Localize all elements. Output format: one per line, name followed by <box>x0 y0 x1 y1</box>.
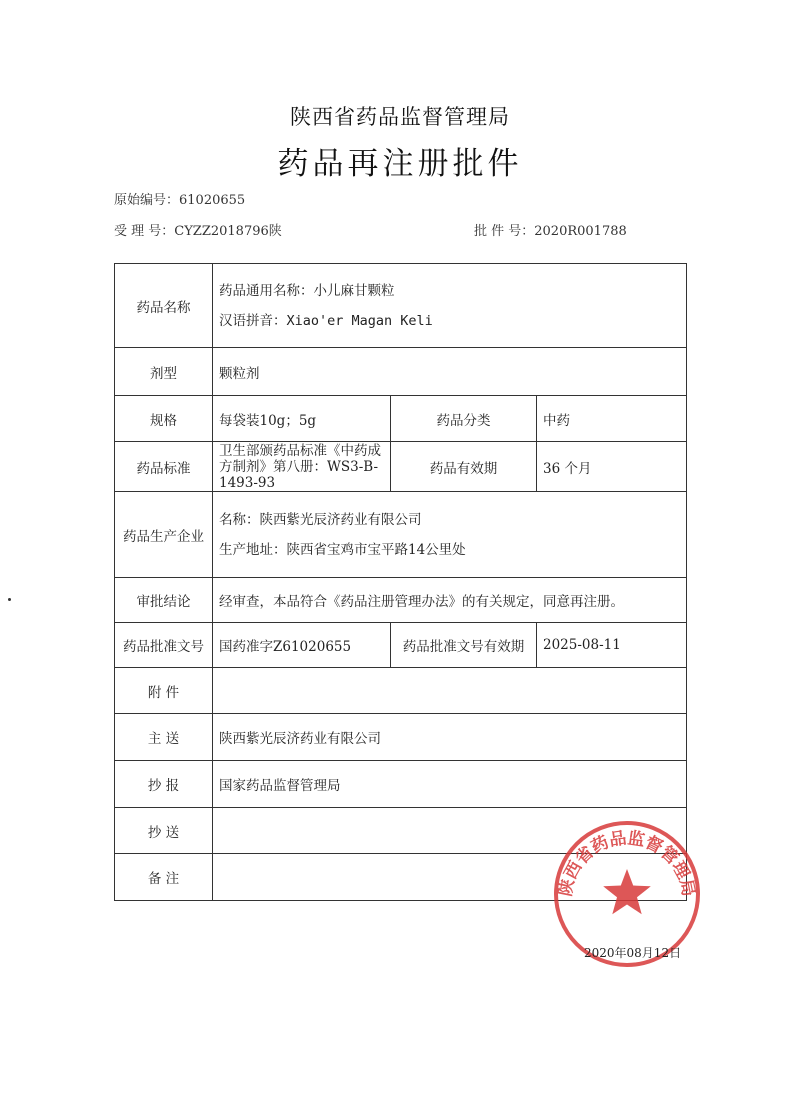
drug-name-label: 药品名称 <box>115 264 213 348</box>
approval-validity-value: 2025-08-11 <box>537 623 687 668</box>
pinyin-value: Xiao'er Magan Keli <box>286 312 433 329</box>
manufacturer-address-label: 生产地址： <box>219 541 287 558</box>
category-value: 中药 <box>537 396 687 442</box>
generic-name-label: 药品通用名称： <box>219 282 314 299</box>
seal-date: 2020年08月12日 <box>584 946 682 960</box>
generic-name-value: 小儿麻甘颗粒 <box>313 282 395 299</box>
manufacturer-name-value: 陕西紫光辰济药业有限公司 <box>259 511 422 528</box>
main-recipient-value: 陕西紫光辰济药业有限公司 <box>213 714 687 761</box>
table-row <box>115 623 687 668</box>
approval-doc-number-label: 批 件 号： <box>474 224 535 239</box>
scan-mark <box>8 598 11 601</box>
manufacturer-name-line <box>219 505 680 535</box>
manufacturer-label: 药品生产企业 <box>115 492 213 578</box>
dosage-form-label: 剂型 <box>115 348 213 396</box>
report-to-value: 国家药品监督管理局 <box>213 761 687 808</box>
table-row <box>115 348 687 396</box>
table-row <box>115 854 687 901</box>
remarks-label: 备 注 <box>115 854 213 901</box>
validity-value: 36 个月 <box>537 442 687 492</box>
category-label: 药品分类 <box>391 396 537 442</box>
generic-name-line <box>219 276 680 306</box>
original-number-value: 61020655 <box>179 193 246 208</box>
table-row <box>115 578 687 623</box>
approval-number-value: 国药准字Z61020655 <box>213 623 391 668</box>
registration-form-table <box>114 263 687 901</box>
cc-value <box>213 808 687 854</box>
acceptance-number <box>114 220 282 239</box>
pinyin-label: 汉语拼音： <box>219 312 287 329</box>
page-title: 陕西省药品监督管理局 <box>290 105 510 129</box>
table-row <box>115 808 687 854</box>
table-row <box>115 442 687 492</box>
approval-number-label: 药品批准文号 <box>115 623 213 668</box>
report-to-label: 抄 报 <box>115 761 213 808</box>
standard-label: 药品标准 <box>115 442 213 492</box>
drug-name-cell <box>213 264 687 348</box>
manufacturer-name-label: 名称： <box>219 511 260 528</box>
remarks-value <box>213 854 687 901</box>
table-row <box>115 714 687 761</box>
dosage-form-value: 颗粒剂 <box>213 348 687 396</box>
approval-doc-number <box>474 220 627 239</box>
table-row <box>115 492 687 578</box>
table-row <box>115 264 687 348</box>
table-row <box>115 396 687 442</box>
manufacturer-address-line <box>219 535 680 565</box>
original-number-label: 原始编号： <box>114 193 180 208</box>
manufacturer-address-value: 陕西省宝鸡市宝平路14公里处 <box>286 541 466 558</box>
manufacturer-cell <box>213 492 687 578</box>
approval-doc-number-value: 2020R001788 <box>534 224 627 239</box>
conclusion-label: 审批结论 <box>115 578 213 623</box>
seal-text: 陕西省药品监督管理局 <box>555 828 699 899</box>
specification-label: 规格 <box>115 396 213 442</box>
conclusion-value: 经审查，本品符合《药品注册管理办法》的有关规定，同意再注册。 <box>213 578 687 623</box>
attachment-label: 附 件 <box>115 668 213 714</box>
main-recipient-label: 主 送 <box>115 714 213 761</box>
validity-label: 药品有效期 <box>391 442 537 492</box>
acceptance-number-label: 受 理 号： <box>114 224 175 239</box>
table-row <box>115 668 687 714</box>
attachment-value <box>213 668 687 714</box>
standard-value: 卫生部颁药品标准《中药成方制剂》第八册：WS3-B-1493-93 <box>213 442 391 492</box>
table-row <box>115 761 687 808</box>
specification-value: 每袋装10g；5g <box>213 396 391 442</box>
document-title: 药品再注册批件 <box>277 146 523 182</box>
original-number <box>114 189 245 208</box>
cc-label: 抄 送 <box>115 808 213 854</box>
approval-validity-label: 药品批准文号有效期 <box>391 623 537 668</box>
pinyin-line <box>219 306 680 336</box>
acceptance-number-value: CYZZ2018796陕 <box>174 224 282 239</box>
